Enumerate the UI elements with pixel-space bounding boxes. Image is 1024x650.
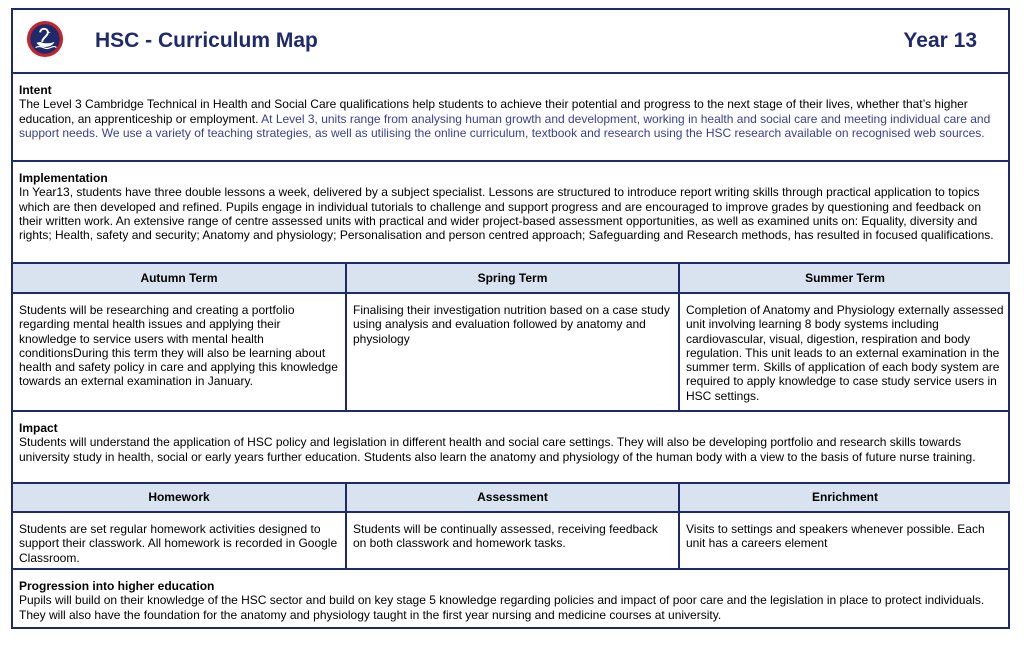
assessment-header: Assessment (347, 484, 678, 511)
spring-term-header: Spring Term (347, 264, 678, 292)
page-header (13, 10, 1008, 74)
intent-text (19, 97, 1002, 140)
terms-header-row (13, 264, 1008, 294)
impact-heading: Impact (19, 421, 58, 435)
intent-text-part1: The Level 3 Cambridge Technical in Health and Social Care qualifications help students to achieve their potential and progress to the next stage of their lives, whether that’s higher education, an apprenticeship or employment. (19, 97, 968, 126)
summer-term-header: Summer Term (680, 264, 1010, 292)
homework-text: Students are set regular homework activities designed to support their classwork. All homework is recorded in Google Classroom. (19, 522, 338, 565)
implementation-text: In Year13, students have three double lessons a week, delivered by a subject specialist. Lessons are structured to introduce report writing skills through practical application to topics which are then developed and refined. Pupils engage in individual tutorials to challenge and support progress and are encouraged to improve grades by questioning and feedback on their written work. An extensive range of centre assessed units with practical and wider project-based assessment opportunities, as well as examined units on: Equality, diversity and rights; Health, safety and security; Anatomy and physiology; Personalisation and person centred approach; Safeguarding and Research methods, has resulted in focused qualifications. (19, 185, 994, 243)
impact-section (13, 412, 1008, 484)
summer-term-text: Completion of Anatomy and Physiology externally assessed unit involving learning 8 body systems including cardiovascular, visual, digestion, respiration and body regulation. This unit leads to an external examination in the summer term. Skills of application of each body system are required to apply knowledge to case study service users in HSC settings. (686, 303, 1004, 403)
spring-term-text: Finalising their investigation nutrition based on a case study using analysis and evaluation followed by anatomy and physiology (353, 303, 670, 346)
page-title: HSC - Curriculum Map (95, 29, 318, 52)
progression-section (13, 570, 1008, 627)
impact-text: Students will understand the application of HSC policy and legislation in different health and social care settings. They will also be developing portfolio and research skills towards university study in health, social or early years further education. Students also learn the anatomy and physiology of the human body with a view to the basis of future nurse training. (19, 435, 976, 464)
intent-section (13, 74, 1008, 162)
implementation-heading: Implementation (19, 171, 108, 185)
homework-header: Homework (13, 484, 345, 511)
curriculum-map (11, 8, 1010, 629)
intent-text-part2: At Level 3, units range from analysing human growth and development, working in health and social care and meeting individual care and support needs. We use a variety of teaching strategies, as well as utilising the online curriculum, textbook and research using the HSC research available on recognised web sources. (19, 111, 991, 140)
enrichment-text: Visits to settings and speakers whenever possible. Each unit has a careers element (686, 522, 985, 551)
extras-header-row (13, 484, 1008, 513)
intent-heading: Intent (19, 83, 52, 97)
year-label: Year 13 (903, 29, 977, 52)
autumn-term-header: Autumn Term (13, 264, 345, 292)
progression-text: Pupils will build on their knowledge of the HSC sector and build on key stage 5 knowledge regarding policies and impact of poor care and the legislation in place to protect individuals. They will also have the foundation for the anatomy and physiology taught in the first year nursing and medicine courses at university. (19, 593, 985, 622)
progression-heading: Progression into higher education (19, 579, 215, 593)
assessment-text: Students will be continually assessed, receiving feedback on both classwork and homework tasks. (353, 522, 658, 551)
implementation-section (13, 162, 1008, 264)
swan-crest-icon (26, 20, 64, 58)
extras-body-row (13, 513, 1008, 570)
terms-body-row (13, 294, 1008, 412)
enrichment-header: Enrichment (680, 484, 1010, 511)
autumn-term-text: Students will be researching and creating a portfolio regarding mental health issues and applying their knowledge to service users with mental health conditionsDuring this term they will also be learning about health and safety policy in care and applying this knowledge towards an external examination in January. (19, 303, 338, 389)
